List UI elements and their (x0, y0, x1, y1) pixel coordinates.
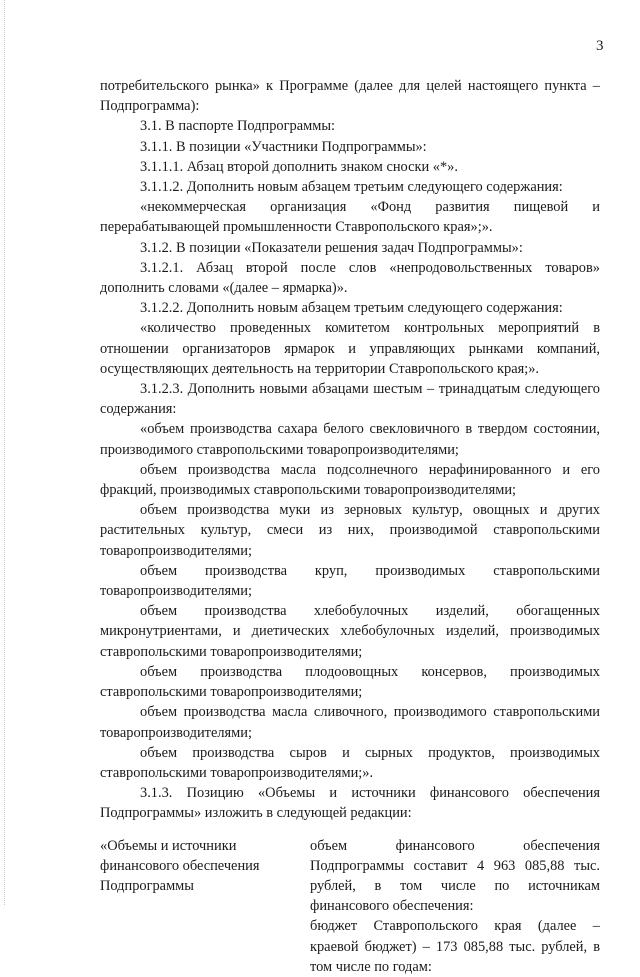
paragraph-list (100, 76, 600, 824)
paragraph: 3.1.1.2. Дополнить новым абзацем третьим следующего содержания: (140, 179, 563, 196)
paragraph: 3.1.2.2. Дополнить новым абзацем третьим следующего содержания: (140, 300, 563, 317)
paragraph: 3.1.2.1. Абзац второй после слов «непродовольственных товаров» дополнить словами «(далее – ярмарка)». (100, 259, 600, 297)
paragraph: 3.1.1.1. Абзац второй дополнить знаком сноски «*». (140, 158, 458, 175)
financing-table (100, 836, 600, 977)
spacer (100, 824, 600, 836)
paragraph: объем производства сыров и сырных продуктов, производимых ставропольскими товаропроизводителями;». (100, 744, 600, 781)
paragraph: «объем производства сахара белого свекловичного в твердом состоянии, производимого ставропольскими товаропроизводителями; (100, 421, 600, 458)
paragraph: объем производства масла подсолнечного нерафинированного и его фракций, производимых ставропольскими товаропроизводителями; (100, 461, 600, 499)
paragraph: объем производства круп, производимых ставропольскими товаропроизводителями; (100, 562, 600, 600)
paragraph: 3.1.2.3. Дополнить новыми абзацами шестым – тринадцатым следующего содержания: (100, 381, 600, 418)
page-number: 3 (596, 38, 604, 54)
paragraph: «количество проведенных комитетом контрольных мероприятий в отношении организаторов ярмарок и управляющих рынками компаний, осуществляющих деятельность на территории Ставропольского края;». (100, 320, 600, 377)
paragraph: 3.1.2. В позиции «Показатели решения задач Подпрограммы»: (140, 239, 523, 256)
table-right-cell (310, 836, 600, 977)
paragraph: объем производства плодоовощных консервов, производимых ставропольскими товаропроизводителями; (100, 663, 600, 701)
paragraph: объем производства муки из зерновых культур, овощных и других растительных культур, смеси из них, производимой ставропольскими товаропроизводителями; (100, 502, 600, 559)
paragraph: объем производства хлебобулочных изделий, обогащенных микронутриентами, и диетических хлебобулочных изделий, производимых ставропольскими товаропроизводителями; (100, 603, 600, 660)
scan-edge-line (4, 0, 5, 905)
table-left-cell: «Объемы и источники финансового обеспечения Подпрограммы (100, 837, 260, 894)
table-right-paragraph: объем финансового обеспечения Подпрограммы составит 4 963 085,88 тыс. рублей, в том числе по источникам финансового обеспечения: (310, 837, 600, 915)
paragraph: объем производства масла сливочного, производимого ставропольскими товаропроизводителями; (100, 704, 600, 741)
paragraph: потребительского рынка» к Программе (далее для целей настоящего пункта – Подпрограмма): (100, 78, 600, 115)
paragraph: 3.1.3. Позицию «Объемы и источники финансового обеспечения Подпрограммы» изложить в следующей редакции: (100, 785, 600, 822)
paragraph: «некоммерческая организация «Фонд развития пищевой и перерабатывающей промышленности Ставропольского края»;». (100, 199, 600, 236)
document-body (100, 76, 600, 977)
table-right-paragraph: бюджет Ставропольского края (далее – краевой бюджет) – 173 085,88 тыс. рублей, в том числе по годам: (310, 918, 600, 975)
paragraph: 3.1.1. В позиции «Участники Подпрограммы»: (140, 138, 427, 155)
paragraph: 3.1. В паспорте Подпрограммы: (140, 118, 335, 135)
